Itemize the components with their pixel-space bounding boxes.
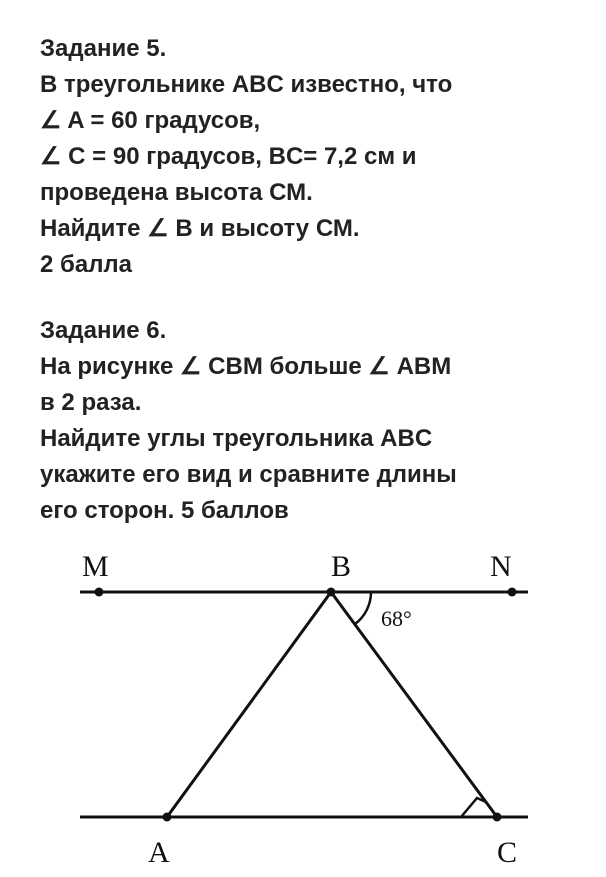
task-5-line-5: Найдите ∠ B и высоту СМ.: [40, 215, 360, 242]
task-5-title: Задание 5.: [40, 35, 167, 62]
point-b: [327, 588, 336, 597]
task-6-line-2: в 2 раза.: [40, 389, 142, 416]
label-b: B: [331, 550, 352, 583]
task-5: [40, 31, 452, 283]
task-5-line-3: ∠ C = 90 градусов, BC= 7,2 см и: [40, 143, 417, 170]
task-5-line-1: В треугольнике ABC известно, что: [40, 71, 453, 98]
triangle-figure: [0, 540, 606, 877]
task-6-line-1: На рисунке ∠ CBM больше ∠ ABM: [40, 353, 452, 380]
task-6-line-3: Найдите углы треугольника ABC: [40, 425, 433, 452]
label-n: N: [490, 550, 512, 583]
side-bc: [331, 592, 497, 817]
point-a: [163, 813, 172, 822]
label-c: C: [497, 836, 518, 869]
point-m: [95, 588, 104, 597]
task-6-line-5: его сторон. 5 баллов: [40, 497, 289, 524]
label-a: A: [148, 836, 170, 869]
label-m: M: [82, 550, 109, 583]
right-angle-mark-c: [461, 798, 486, 817]
point-c: [493, 813, 502, 822]
side-ab: [167, 592, 331, 817]
task-6-line-4: укажите его вид и сравните длины: [40, 461, 457, 488]
task-6: [40, 313, 457, 529]
task-5-points: 2 балла: [40, 251, 133, 278]
angle-label: 68°: [381, 606, 412, 631]
task-6-title: Задание 6.: [40, 317, 167, 344]
task-5-line-2: ∠ A = 60 градусов,: [40, 107, 261, 134]
angle-arc-nbc: [355, 592, 371, 624]
task-5-line-4: проведена высота СМ.: [40, 179, 313, 206]
point-n: [508, 588, 517, 597]
